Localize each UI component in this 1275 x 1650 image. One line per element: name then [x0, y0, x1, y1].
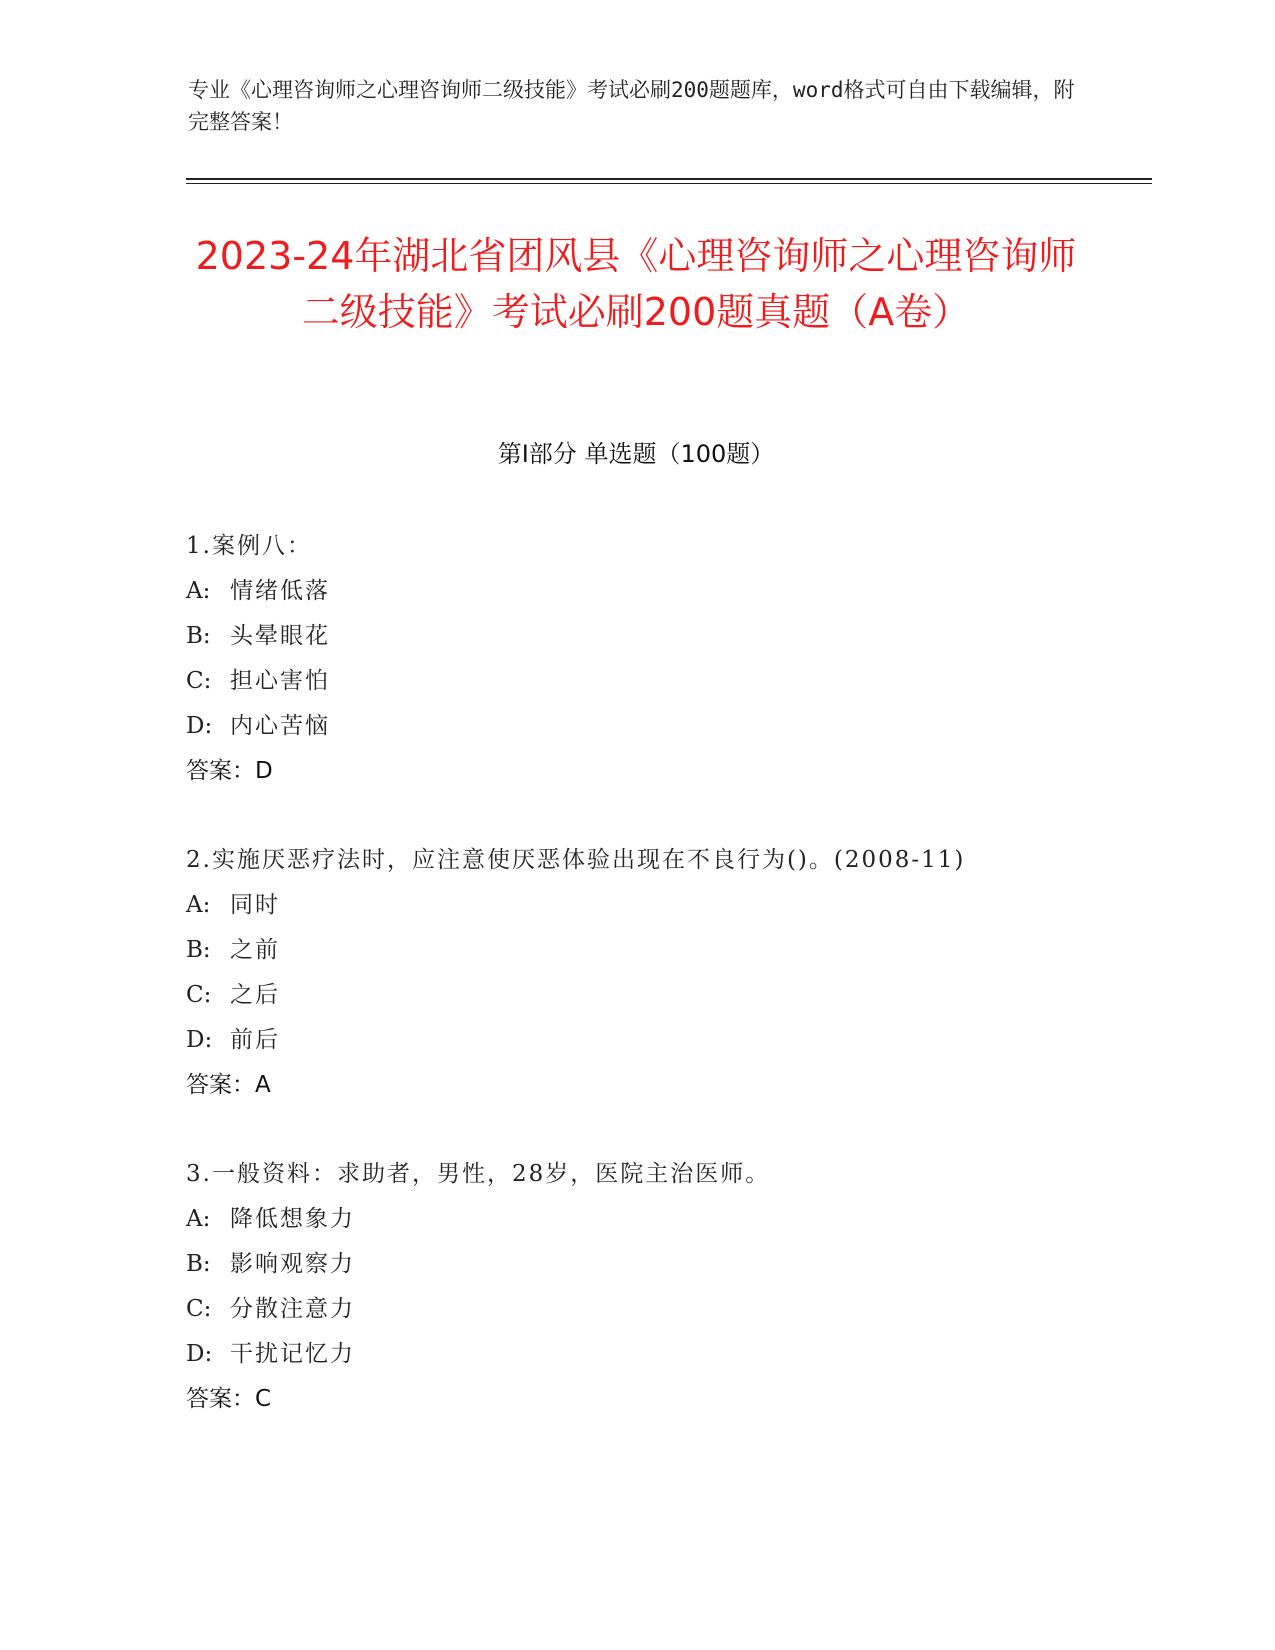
- option-text: 前后: [230, 1027, 280, 1053]
- option-a: [186, 883, 1106, 928]
- option-text: 分散注意力: [230, 1296, 355, 1322]
- option-text: 情绪低落: [230, 578, 330, 604]
- question-stem: 2.实施厌恶疗法时，应注意使厌恶体验出现在不良行为()。(2008-11): [186, 847, 966, 873]
- option-text: 头晕眼花: [230, 623, 330, 649]
- answer-prefix: 答案：: [186, 1386, 255, 1412]
- option-text: 影响观察力: [230, 1251, 355, 1277]
- question-stem: 1.案例八：: [186, 533, 312, 559]
- answer-value: C: [255, 1386, 272, 1412]
- option-b: [186, 1242, 1106, 1287]
- answer-prefix: 答案：: [186, 1072, 255, 1098]
- option-a: [186, 1197, 1106, 1242]
- header-rule-thick: [186, 178, 1152, 180]
- answer-value: D: [255, 758, 273, 784]
- option-c: [186, 973, 1106, 1018]
- option-text: 内心苦恼: [230, 713, 330, 739]
- question-list: [186, 524, 1106, 1422]
- answer-line: [186, 749, 1106, 794]
- option-label: D:: [186, 1027, 213, 1053]
- answer-line: [186, 1377, 1106, 1422]
- option-a: [186, 569, 1106, 614]
- option-label: C:: [186, 982, 212, 1008]
- option-label: A:: [186, 892, 211, 918]
- option-d: [186, 704, 1106, 749]
- option-text: 之后: [230, 982, 280, 1008]
- answer-prefix: 答案：: [186, 758, 255, 784]
- option-label: A:: [186, 578, 211, 604]
- option-c: [186, 659, 1106, 704]
- header-rule-thin: [186, 183, 1152, 184]
- section-title: 第Ⅰ部分 单选题（100题）: [497, 440, 775, 468]
- option-d: [186, 1018, 1106, 1063]
- option-label: D:: [186, 713, 213, 739]
- option-b: [186, 614, 1106, 659]
- header-note: 专业《心理咨询师之心理咨询师二级技能》考试必刷200题题库，word格式可自由下载编辑，附完整答案！: [188, 78, 1075, 134]
- option-text: 之前: [230, 937, 280, 963]
- question-stem: 3.一般资料：求助者，男性，28岁，医院主治医师。: [186, 1161, 771, 1187]
- option-d: [186, 1332, 1106, 1377]
- answer-line: [186, 1063, 1106, 1108]
- option-c: [186, 1287, 1106, 1332]
- document-title: 2023-24年湖北省团风县《心理咨询师之心理咨询师二级技能》考试必刷200题真题（A卷）: [195, 234, 1077, 334]
- option-label: C:: [186, 668, 212, 694]
- option-b: [186, 928, 1106, 973]
- option-label: B:: [186, 937, 211, 963]
- question-1: [186, 524, 1106, 794]
- option-text: 降低想象力: [230, 1206, 355, 1232]
- question-2: [186, 838, 1106, 1108]
- option-label: D:: [186, 1341, 213, 1367]
- option-text: 干扰记忆力: [230, 1341, 355, 1367]
- option-text: 同时: [230, 892, 280, 918]
- option-label: B:: [186, 1251, 211, 1277]
- option-label: C:: [186, 1296, 212, 1322]
- option-text: 担心害怕: [230, 668, 330, 694]
- option-label: A:: [186, 1206, 211, 1232]
- answer-value: A: [255, 1072, 271, 1098]
- question-3: [186, 1152, 1106, 1422]
- option-label: B:: [186, 623, 211, 649]
